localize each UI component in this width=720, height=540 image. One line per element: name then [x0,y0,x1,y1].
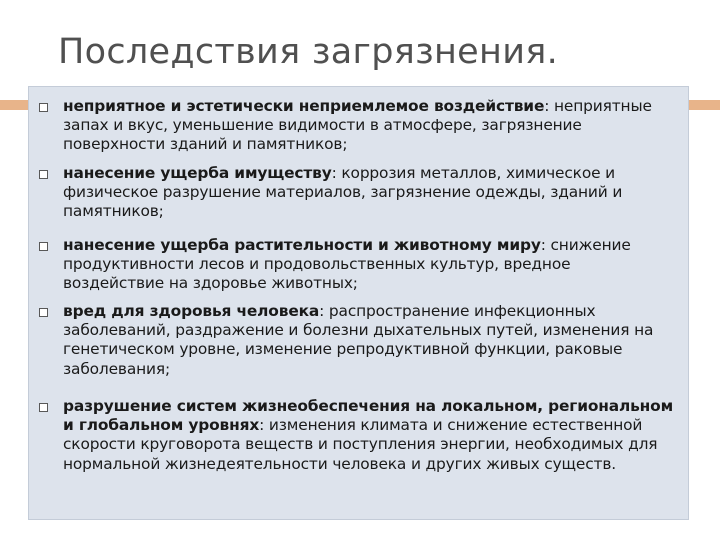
list-item-text [63,97,675,155]
list-item-rest: : снижение продуктивности лесов и продовольственных культур, вредное воздействие на здоровье животных; [63,236,631,293]
list-item-rest: : изменения климата и снижение естественной скорости круговорота веществ и поступления энергии, необходимых для нормальной жизнедеятельности человека и других живых существ. [63,416,658,473]
list-item-lead: нанесение ущерба растительности и животному миру [63,236,541,254]
list-item-text [63,302,675,379]
list-item-lead: вред для здоровья человека [63,302,320,320]
slide-title: Последствия загрязнения. [58,32,559,72]
accent-bar-left [0,100,29,110]
list-item-lead: нанесение ущерба имуществу [63,164,332,182]
list-item-lead: неприятное и эстетически неприемлемое воздействие [63,97,545,115]
list-item-text [63,236,675,294]
square-bullet-icon [39,170,48,179]
list-item-rest: : коррозия металлов, химическое и физическое разрушение материалов, загрязнение одежды, зданий и памятников; [63,164,623,221]
square-bullet-icon [39,103,48,112]
list-item-lead: разрушение систем жизнеобеспечения на локальном, региональном и глобальном уровнях [63,397,674,435]
accent-bar-right [689,100,720,110]
list-item-rest: : распространение инфекционных заболеваний, раздражение и болезни дыхательных путей, изменения на генетическом уровне, изменение репродуктивной функции, раковые заболевания; [63,302,654,378]
list-item-text [63,164,675,222]
content-box [28,86,689,520]
square-bullet-icon [39,403,48,412]
list-item-rest: : неприятные запах и вкус, уменьшение видимости в атмосфере, загрязнение поверхности зданий и памятников; [63,97,652,154]
square-bullet-icon [39,308,48,317]
square-bullet-icon [39,242,48,251]
list-item-text [63,397,675,474]
